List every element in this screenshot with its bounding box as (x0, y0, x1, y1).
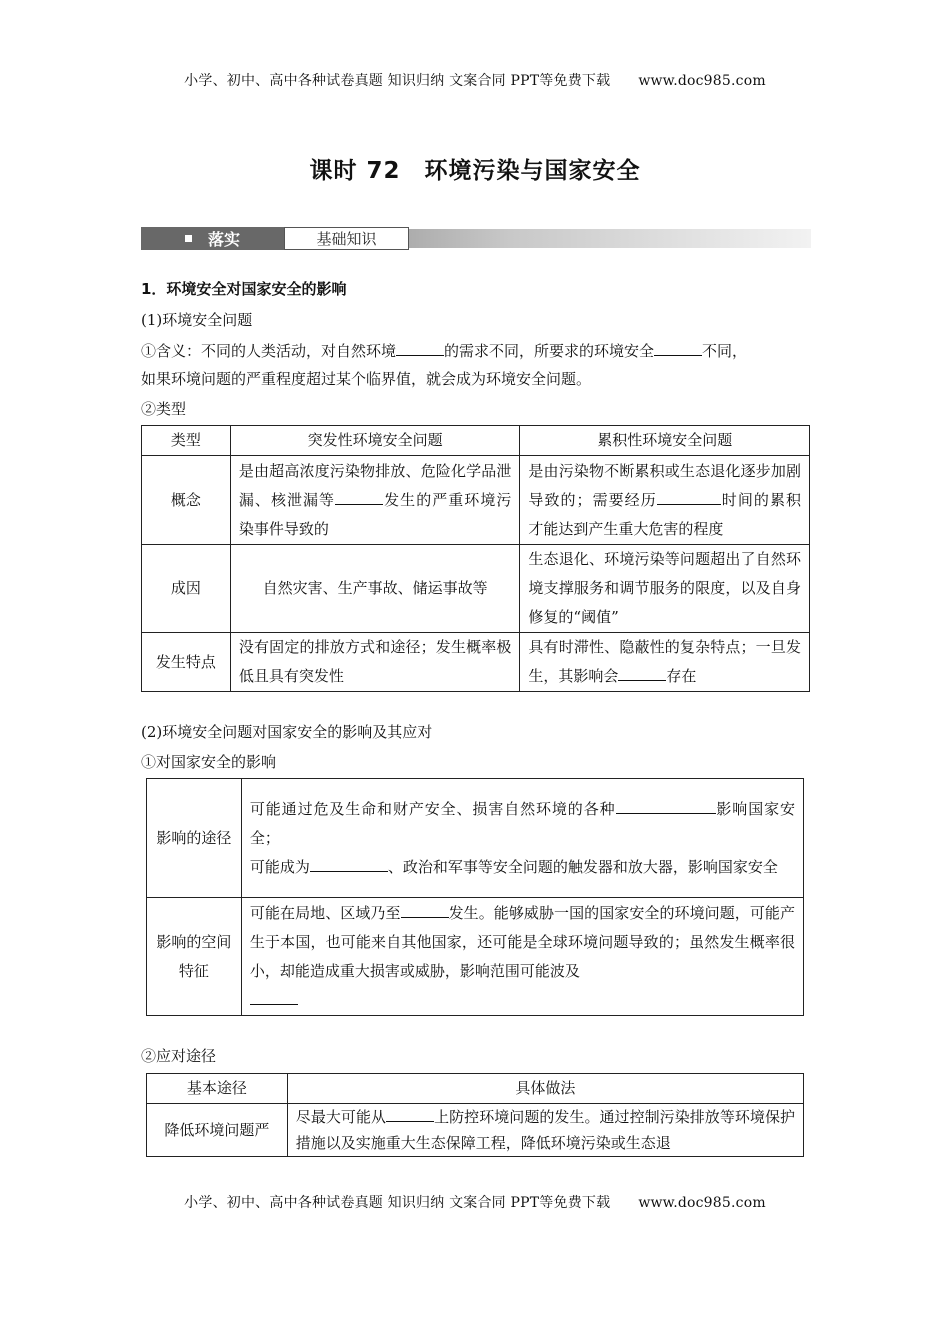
page-footer (0, 1192, 950, 1212)
fill-blank (335, 490, 383, 505)
table-cell: 生态退化、环境污染等问题超出了自然环境支撑服务和调节服务的限度，以及自身修复的“阈值” (520, 545, 810, 633)
fill-blank (310, 857, 388, 872)
row-label: 影响的途径 (147, 779, 242, 898)
fill-blank (616, 799, 716, 814)
row-label: 影响的空间特征 (147, 898, 242, 1016)
table-row (142, 633, 810, 692)
table-cell: 是由超高浓度污染物排放、危险化学品泄漏、核泄漏等 发生的严重环境污染事件导致的 (230, 456, 520, 545)
table-cell: 是由污染物不断累积或生态退化逐步加剧导致的；需要经历 时间的累积才能达到产生重大危害的程度 (520, 456, 810, 545)
page-title (0, 152, 950, 185)
table-row (147, 1104, 804, 1157)
row-label: 概念 (142, 456, 231, 545)
lesson-name: 环境污染与国家安全 (424, 158, 641, 184)
fill-blank (386, 1107, 434, 1122)
definition-line-2: 如果环境问题的严重程度超过某个临界值，就会成为环境安全问题。 (141, 370, 592, 388)
row-label: 发生特点 (142, 633, 231, 692)
header-cell: 突发性环境安全问题 (230, 426, 520, 456)
response-table (146, 1073, 804, 1157)
table-cell: 具有时滞性、隐蔽性的复杂特点；一旦发生，其影响会 存在 (520, 633, 810, 692)
fill-blank (657, 490, 721, 505)
table-row (147, 898, 804, 1016)
table-cell: 可能在局地、区域乃至 发生。能够威胁一国的国家安全的环境问题，可能产生于本国，也可能来自其他国家，还可能是全球环境问题导致的；虽然发生概率很小，却能造成重大损害或威胁，影响范围可能波及 (241, 898, 803, 1016)
table-cell: 自然灾害、生产事故、储运事故等 (230, 545, 520, 633)
banner-tag: 基础知识 (284, 227, 409, 250)
impact-label: ①对国家安全的影响 (141, 753, 277, 771)
square-icon (185, 235, 192, 242)
subheading-2: (2)环境安全问题对国家安全的影响及其应对 (141, 723, 433, 741)
header-cell: 具体做法 (287, 1074, 803, 1104)
impact-table (146, 778, 804, 1016)
table-row (147, 1074, 804, 1104)
header-url: www.doc985.com (638, 73, 766, 89)
fill-blank (401, 903, 449, 918)
page-header (0, 70, 950, 90)
fill-blank (250, 990, 298, 1005)
subheading-1: (1)环境安全问题 (141, 311, 253, 329)
footer-text: 小学、初中、高中各种试卷真题 知识归纳 文案合同 PPT等免费下载 (184, 1195, 611, 1211)
types-table (141, 425, 810, 692)
footer-url: www.doc985.com (638, 1195, 766, 1211)
heading-1: 1．环境安全对国家安全的影响 (141, 280, 347, 298)
table-cell: 没有固定的排放方式和途径；发生概率极低且具有突发性 (230, 633, 520, 692)
header-cell: 类型 (142, 426, 231, 456)
table-cell: 尽最大可能从 上防控环境问题的发生。通过控制污染排放等环境保护措施以及实施重大生态保障工程，降低环境污染或生态退 (287, 1104, 803, 1157)
header-text: 小学、初中、高中各种试卷真题 知识归纳 文案合同 PPT等免费下载 (184, 73, 611, 89)
lesson-number: 课时 72 (309, 158, 401, 184)
table-row (142, 545, 810, 633)
section-banner (141, 227, 811, 250)
fill-blank (654, 341, 702, 356)
table-cell: 可能通过危及生命和财产安全、损害自然环境的各种 影响国家安全； 可能成为 、政治和军事等安全问题的触发器和放大器，影响国家安全 (241, 779, 803, 898)
header-cell: 累积性环境安全问题 (520, 426, 810, 456)
table-row (147, 779, 804, 898)
row-label: 成因 (142, 545, 231, 633)
response-label: ②应对途径 (141, 1047, 217, 1065)
types-label: ②类型 (141, 400, 187, 418)
fill-blank (618, 666, 666, 681)
table-row (142, 426, 810, 456)
header-cell: 基本途径 (147, 1074, 288, 1104)
definition-line-1: ①含义：不同的人类活动，对自然环境 的需求不同，所要求的环境安全 不同， (141, 342, 748, 360)
fill-blank (396, 341, 444, 356)
row-label: 降低环境问题严 (147, 1104, 288, 1157)
banner-label: 落实 (141, 227, 284, 250)
table-row (142, 456, 810, 545)
